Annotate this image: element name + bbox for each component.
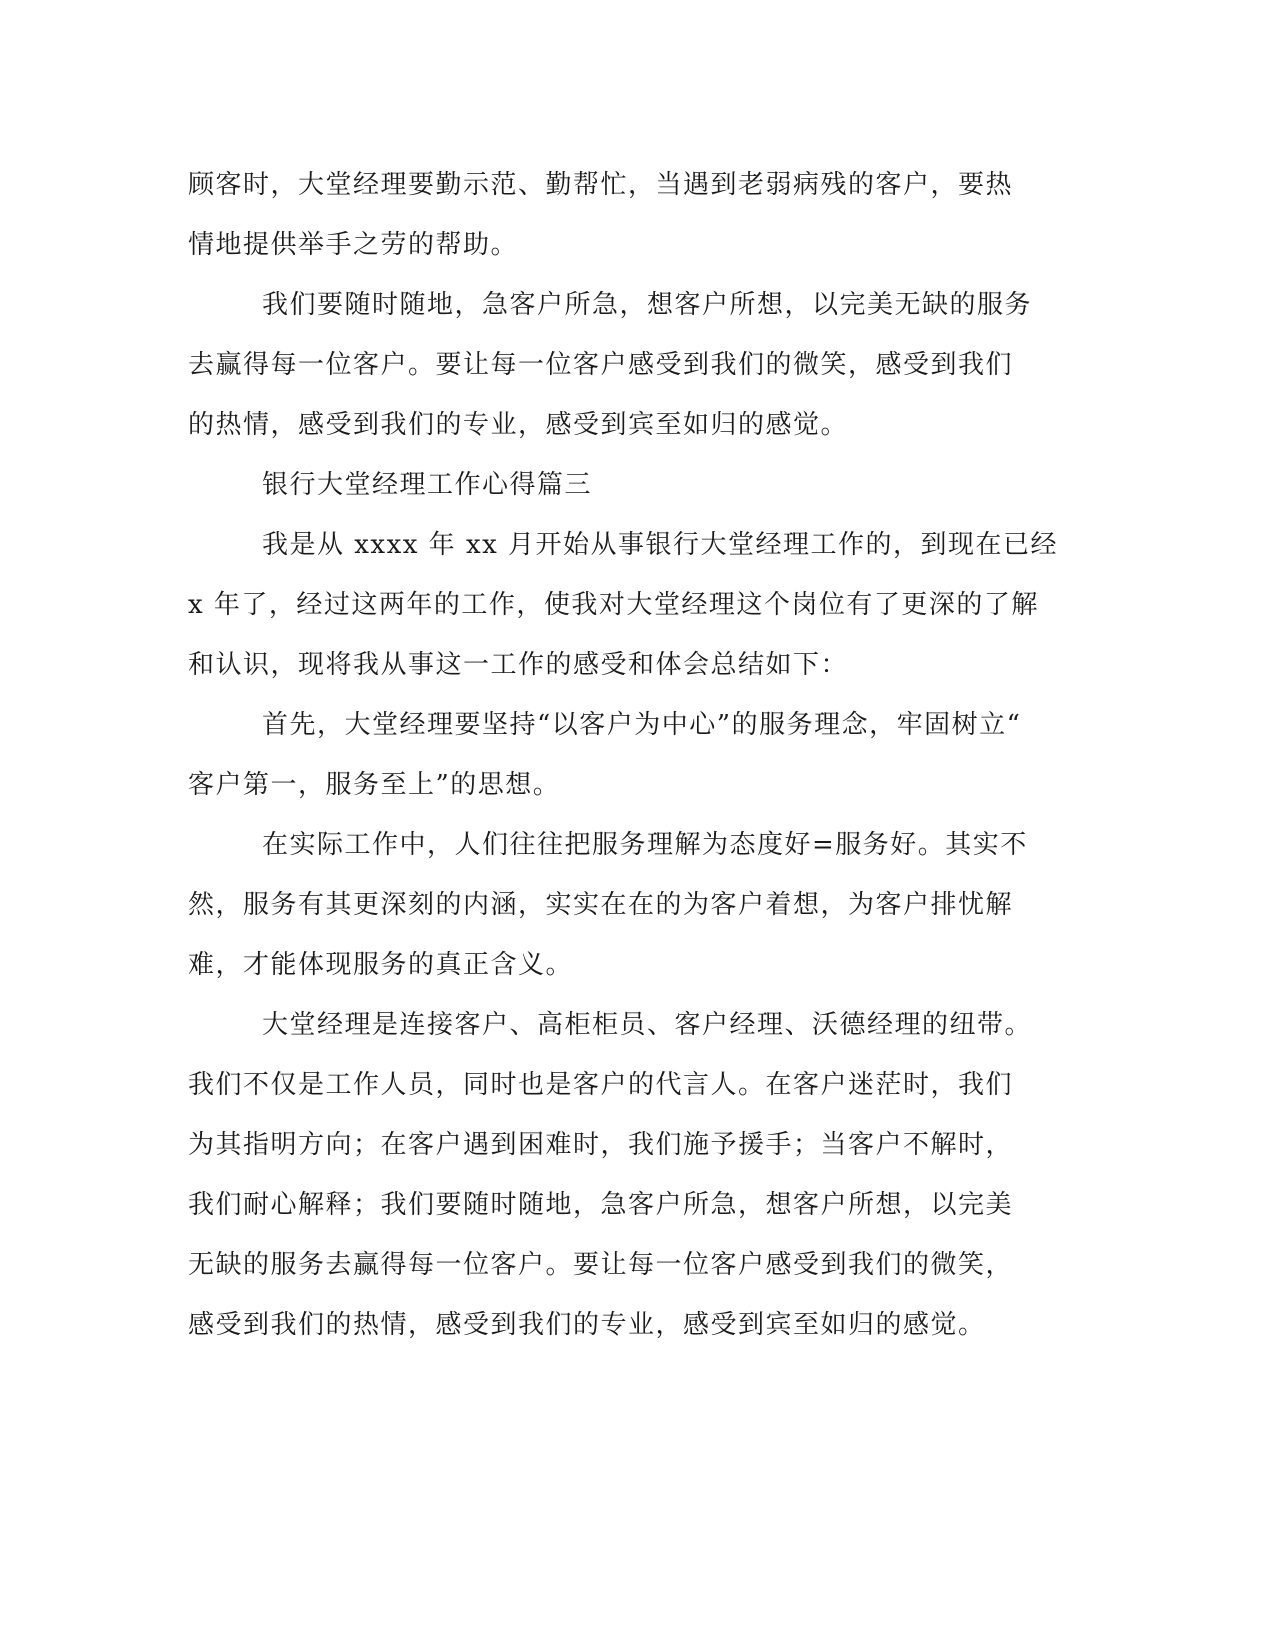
text-line: 我们不仅是工作人员，同时也是客户的代言人。在客户迷茫时，我们 (188, 1070, 1014, 1100)
text-line: 在实际工作中，人们往往把服务理解为态度好=服务好。其实不 (262, 830, 1028, 860)
body-text (188, 155, 1068, 1355)
text-line: 和认识，现将我从事这一工作的感受和体会总结如下： (188, 650, 849, 680)
text-line: 无缺的服务去赢得每一位客户。要让每一位客户感受到我们的微笑， (188, 1250, 1014, 1280)
text-line: 去赢得每一位客户。要让每一位客户感受到我们的微笑，感受到我们 (188, 350, 1014, 380)
text-line: 客户第一，服务至上”的思想。 (188, 770, 561, 800)
paragraph-continued (188, 155, 1068, 275)
text-line: 大堂经理是连接客户、高柜柜员、客户经理、沃德经理的纽带。 (262, 1010, 1033, 1040)
text-line: 我是从 xxxx 年 xx 月开始从事银行大堂经理工作的，到现在已经 (262, 530, 1059, 560)
text-line: 然，服务有其更深刻的内涵，实实在在的为客户着想，为客户排忧解 (188, 890, 1014, 920)
text-line: 难，才能体现服务的真正含义。 (188, 950, 574, 980)
paragraph (188, 275, 1068, 455)
text-line: 顾客时，大堂经理要勤示范、勤帮忙，当遇到老弱病残的客户，要热 (188, 170, 1014, 200)
section-heading (188, 455, 1068, 515)
text-line: 我们要随时随地，急客户所急，想客户所想，以完美无缺的服务 (262, 290, 1033, 320)
heading-line: 银行大堂经理工作心得篇三 (262, 470, 593, 500)
text-line: 我们耐心解释；我们要随时随地，急客户所急，想客户所想，以完美 (188, 1190, 1014, 1220)
text-line: 的热情，感受到我们的专业，感受到宾至如归的感觉。 (188, 410, 849, 440)
text-line: 首先，大堂经理要坚持“以客户为中心”的服务理念，牢固树立“ (262, 710, 1022, 740)
text-line: x 年了，经过这两年的工作，使我对大堂经理这个岗位有了更深的了解 (188, 590, 1039, 620)
paragraph (188, 695, 1068, 815)
text-line: 为其指明方向；在客户遇到困难时，我们施予援手；当客户不解时， (188, 1130, 1014, 1160)
paragraph (188, 815, 1068, 995)
paragraph (188, 995, 1068, 1355)
paragraph (188, 515, 1068, 695)
text-line: 情地提供举手之劳的帮助。 (188, 230, 519, 260)
text-line: 感受到我们的热情，感受到我们的专业，感受到宾至如归的感觉。 (188, 1310, 986, 1340)
